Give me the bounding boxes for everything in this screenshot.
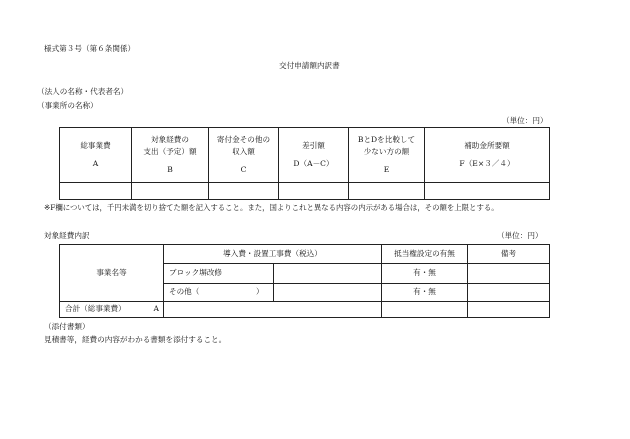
row-block-wall-mortgage[interactable]: 有・無 <box>382 264 468 284</box>
section-title-expense-breakdown: 対象経費内訳 <box>44 231 90 240</box>
required-subsidy-input[interactable] <box>425 183 550 200</box>
total-label-cell: 合計（総事業費） A <box>60 302 164 318</box>
row-other-name[interactable]: その他（ ） <box>164 284 274 302</box>
corp-name-label: （法人の名称・代表者名） <box>37 87 129 96</box>
donations-income-input[interactable] <box>209 183 279 200</box>
header-donations-income: 寄付金その他の 収入額 C <box>209 128 279 183</box>
eligible-expense-input[interactable] <box>132 183 209 200</box>
mortgage-header: 抵当権設定の有無 <box>382 245 468 264</box>
header-required-subsidy: 補助金所要額 F（E×３／４） <box>425 128 550 183</box>
expense-breakdown-table <box>59 244 550 318</box>
total-mortgage[interactable] <box>382 302 468 318</box>
header-total-cost: 総事業費 A <box>60 128 132 183</box>
total-amount[interactable] <box>164 302 382 318</box>
row-other-cost[interactable] <box>274 284 382 302</box>
remarks-header: 備考 <box>468 245 550 264</box>
row-other-remarks[interactable] <box>468 284 550 302</box>
unit-label: （単位：円） <box>502 116 548 125</box>
attachments-title: （添付書類） <box>44 322 90 331</box>
difference-input[interactable] <box>279 183 349 200</box>
header-lesser-amount: BとDを比較して 少ない方の額 E <box>349 128 425 183</box>
total-remarks[interactable] <box>468 302 550 318</box>
cost-header: 導入費・設置工事費（税込） <box>164 245 382 264</box>
total-cost-input[interactable] <box>60 183 132 200</box>
office-name-label: （事業所の名称） <box>37 101 98 110</box>
subsidy-breakdown-table <box>59 127 550 200</box>
project-name-header: 事業名等 <box>60 245 164 302</box>
note-text: ※F欄については，千円未満を切り捨てた額を記入すること。また，国よりこれと異なる内容の内示がある場合は，その額を上限とする。 <box>44 203 499 212</box>
row-block-wall-name: ブロック塀改修 <box>164 264 274 284</box>
header-difference: 差引額 D（A－C） <box>279 128 349 183</box>
row-other-mortgage[interactable]: 有・無 <box>382 284 468 302</box>
header-eligible-expense: 対象経費の 支出（予定）額 B <box>132 128 209 183</box>
row-block-wall-cost[interactable] <box>274 264 382 284</box>
form-number: 様式第３号（第６条関係） <box>44 44 136 53</box>
document-title: 交付申請額内訳書 <box>279 61 340 70</box>
lesser-amount-input[interactable] <box>349 183 425 200</box>
row-block-wall-remarks[interactable] <box>468 264 550 284</box>
unit-label-2: （単位：円） <box>497 231 543 240</box>
attachments-text: 見積書等，経費の内容がわかる書類を添付すること。 <box>44 335 227 344</box>
